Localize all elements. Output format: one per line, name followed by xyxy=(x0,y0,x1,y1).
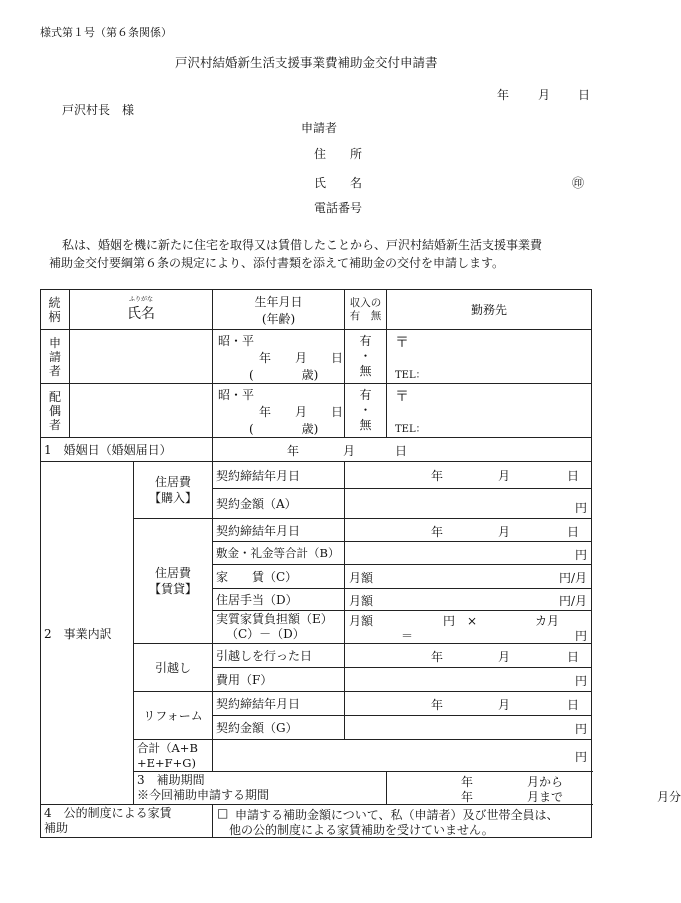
details-label: 2 事業内訳 xyxy=(41,462,134,805)
income-header-1: 収入の xyxy=(349,296,382,309)
name-field-spouse[interactable] xyxy=(70,384,213,438)
rent-contract-date-label: 契約締結年月日 xyxy=(213,519,345,542)
name-field-applicant[interactable] xyxy=(70,330,213,384)
applicant-label: 申請者 xyxy=(301,121,338,135)
rent-field[interactable]: 月額 円/月 xyxy=(345,565,592,589)
public-aid-text-2: 他の公的制度による家賃補助を受けていません。 xyxy=(229,823,494,837)
name-label: 氏 名 xyxy=(314,176,363,190)
income-field-applicant[interactable]: 有 ・ 無 xyxy=(345,330,387,384)
purchase-contract-date-label: 契約締結年月日 xyxy=(213,462,345,489)
reform-contract-date-label: 契約締結年月日 xyxy=(213,692,345,716)
name-header xyxy=(70,290,213,330)
birth-header-label: 生年月日 xyxy=(254,294,303,309)
rent-category: 住居費 【賃貸】 xyxy=(134,519,213,644)
allowance-field[interactable]: 月額 円/月 xyxy=(345,589,592,611)
postal-icon: 〒 xyxy=(395,389,409,405)
income-header-2: 有 無 xyxy=(349,309,382,322)
body-text-line-1: 私は、婚姻を機に新たに住宅を取得又は賃借したことから、戸沢村結婚新生活支援事業費 xyxy=(62,238,543,252)
workplace-field-applicant[interactable] xyxy=(387,330,592,384)
marriage-date-row xyxy=(41,438,592,462)
age-header-label: (年齢) xyxy=(261,311,296,326)
seal-mark: ㊞ xyxy=(572,176,585,190)
public-aid-checkbox[interactable]: □ xyxy=(217,806,229,820)
ymd-label: 年 月 日 xyxy=(259,405,344,419)
deposit-field[interactable]: 円 xyxy=(345,542,592,565)
era-label: 昭・平 xyxy=(218,334,255,348)
total-field[interactable]: 円 xyxy=(213,740,592,772)
date-month: 月 xyxy=(538,88,551,102)
moving-cost-label: 費用（F） xyxy=(213,668,345,692)
public-aid-text-1: 申請する補助金額について、私（申請者）及び世帯全員は、 xyxy=(235,808,559,822)
addressee: 戸沢村長 様 xyxy=(62,103,135,117)
allowance-label: 住居手当（D） xyxy=(213,589,345,611)
tel-label: TEL： xyxy=(395,370,426,381)
reform-amount-field[interactable]: 円 xyxy=(345,716,592,740)
era-label: 昭・平 xyxy=(218,388,255,402)
name-ruby: ふりがな xyxy=(128,296,153,303)
date-day: 日 xyxy=(578,88,591,102)
reform-contract-date-field[interactable]: 年 月 日 xyxy=(345,692,592,716)
relation-header: 続柄 xyxy=(41,290,70,330)
relation-spouse: 配偶者 xyxy=(41,384,70,438)
birth-field-spouse[interactable] xyxy=(213,384,345,438)
moving-date-label: 引越しを行った日 xyxy=(213,644,345,668)
moving-date-field[interactable]: 年 月 日 xyxy=(345,644,592,668)
period-label: 3 補助期間 ※今回補助申請する期間 xyxy=(134,772,387,805)
total-label: 合計（A+B +E+F+G) xyxy=(134,740,213,772)
body-text-line-2: 補助金交付要綱第６条の規定により、添付書類を添えて補助金の交付を申請します。 xyxy=(49,256,505,270)
phone-label: 電話番号 xyxy=(314,201,363,215)
rent-contract-date-field[interactable]: 年 月 日 xyxy=(345,519,592,542)
ymd-label: 年 月 日 xyxy=(259,351,344,365)
name-header-label: 氏名 xyxy=(127,306,155,322)
birth-field-applicant[interactable] xyxy=(213,330,345,384)
income-header xyxy=(345,290,387,330)
birth-header xyxy=(213,290,345,330)
address-label: 住 所 xyxy=(314,147,363,161)
purchase-amount-field[interactable]: 円 xyxy=(345,489,592,519)
form-number: 様式第１号（第６条関係） xyxy=(40,26,172,39)
workplace-field-spouse[interactable] xyxy=(387,384,592,438)
moving-category: 引越し xyxy=(134,644,213,692)
postal-icon: 〒 xyxy=(395,335,409,351)
marriage-date-label: 1 婚姻日（婚姻届日） xyxy=(41,438,213,462)
rent-label: 家 賃（C） xyxy=(213,565,345,589)
actual-rent-field[interactable]: 月額 円 × カ月 ＝ 円 xyxy=(345,611,592,644)
tel-label: TEL： xyxy=(395,424,426,435)
marriage-date-field[interactable]: 年 月 日 xyxy=(213,438,592,462)
date-year: 年 xyxy=(497,88,510,102)
page-title: 戸沢村結婚新生活支援事業費補助金交付申請書 xyxy=(175,55,438,70)
actual-rent-label: 実質家賃負担額（E） （C）－（D） xyxy=(213,611,345,644)
period-field[interactable]: 年 月から 年 月まで 月分 xyxy=(387,772,592,805)
income-field-spouse[interactable]: 有 ・ 無 xyxy=(345,384,387,438)
application-table xyxy=(40,289,681,838)
public-aid-field xyxy=(213,805,592,838)
workplace-header: 勤務先 xyxy=(387,290,592,330)
reform-amount-label: 契約金額（G） xyxy=(213,716,345,740)
purchase-contract-date-field[interactable]: 年 月 日 xyxy=(345,462,592,489)
person-row-spouse xyxy=(41,384,592,438)
moving-cost-field[interactable]: 円 xyxy=(345,668,592,692)
reform-category: リフォーム xyxy=(134,692,213,740)
deposit-label: 敷金・礼金等合計（B） xyxy=(213,542,345,565)
age-label: ( 歳) xyxy=(249,422,319,436)
purchase-amount-label: 契約金額（A） xyxy=(213,489,345,519)
person-row-applicant xyxy=(41,330,592,384)
public-aid-label: 4 公的制度による家賃 補助 xyxy=(41,805,213,838)
relation-applicant: 申請者 xyxy=(41,330,70,384)
purchase-category: 住居費 【購入】 xyxy=(134,462,213,519)
age-label: ( 歳) xyxy=(249,368,319,382)
